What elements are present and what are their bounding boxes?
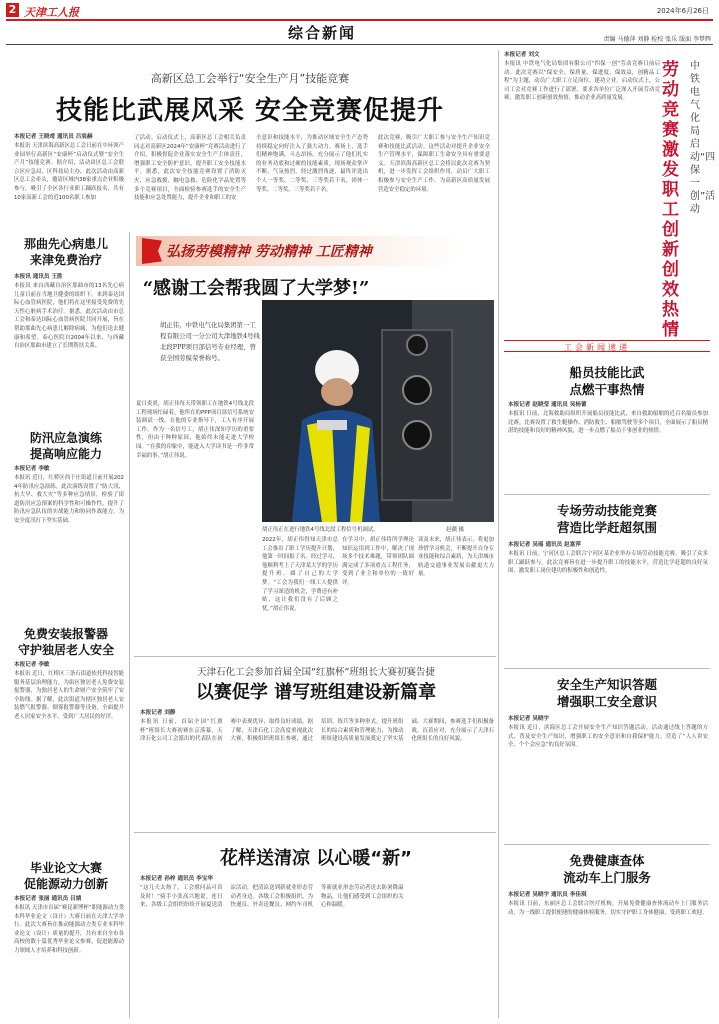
divider-lower <box>134 832 496 833</box>
left-a2-headline: 防汛应急演练 提高响应能力 <box>29 431 102 461</box>
staff-line: 责编 马德萍 刘静 检校 张乐 版面 李梦辉 <box>603 36 711 43</box>
left-a2-text: 本报讯 近日，红桥区西于庄街道日前开展2024年防汛应急演练。此次演练设置了“防大汛、抗大旱、救大灾”等多种应急情景，检验了街道防汛应急预案的科学性和可操作性，提升了防汛应急队伍的实战能力和协同作战能力，为安全度汛打下坚实基础。 <box>14 475 124 524</box>
railway-byline: 本报记者 刘文 <box>504 52 540 58</box>
right-r3-headline: 安全生产知识答题 增强职工安全意识 <box>556 677 657 709</box>
photo-illustration <box>262 300 494 522</box>
feature-column-2: 2022年，胡正伟得知天津市总工会推出了职工学历提升计划，他第一时间报了名。经过学习，他顺利考上了天津某大学的学历提升班，圆了自己的大学梦。“工会为我们一线工人提供了学习深造的机会，学费还有补贴，这让我们没有了后顾之忧。”胡正伟说。 <box>262 537 338 612</box>
left-a3-headline: 免费安装报警器 守护独居老人安全 <box>17 627 114 657</box>
right-r1-headline: 船员技能比武 点燃干事热情 <box>569 365 645 397</box>
lead-column-2: 了活动。启动仪式上，高新区总工会相关负责同志对高新区2024年“安康杯”竞赛活动进行了介绍，积极督促企业落实安全生产主体责任，增强职工安全防护意识，提升职工安全技能水平。据悉，此次安全技能竞赛设置了消防灭火、应急救援、触电急救、危险化学品处置等多个竞赛项目，全面检验参赛选手的安全生产技能和应急处置能力，提升企业和职工的安 <box>134 135 246 202</box>
lead-column-3: 全意识和技能水平，为推动区域安全生产态势持续稳定向好注入了强大动力。赛场上，选手们精神饱满、斗志昂扬，充分展示了他们扎实的业务功底和过硬的技能素质。现场观众掌声不断，气氛热烈。经过激烈角逐，最终评选出个人一等奖、二等奖、三等奖若干名，团体一等奖、二等奖、三等奖若干名。 <box>256 135 368 193</box>
header-underline <box>6 44 713 45</box>
left-a1-headline: 那曲先心病患儿 来津免费治疗 <box>23 237 108 267</box>
feature-photo-caption <box>262 525 494 533</box>
left-a1-text: 本报讯 来自西藏自治区那曲市的13名先心病儿童日前在当地卫健委的组织下，来到泰达国际心血管病医院，他们将在这里接受免费的先天性心脏病手术治疗。据悉，此次活动由市总工会和泰达国际心血管病医院共同开展，旨在帮助那曲先心病患儿解除病痛，为他们送去健康和希望。泰心医院自2004年以来，与西藏自治区那曲市建立了长期帮扶关系。 <box>14 283 124 350</box>
feature-column-1: 夏日炎炎，胡正伟每天带领职工在地铁4号线北段工程现场忙碌着。他所在的PPP项目部信号系统安装调试一线，在他的专业指导下，工人有序开展工作。作为一名信号工，胡正伟深知学历的重要性，但由于种种原因，他始终未能走进大学校园。“在我的印象中，能进入大学读书是一件非常幸福的事。”胡正伟说。 <box>136 401 254 459</box>
heat-byline: 本报记者 孙梓 通讯员 李宝华 <box>140 876 213 882</box>
left-a4-headline: 毕业论文大赛 促能源动力创新 <box>23 861 108 891</box>
lead-kicker: 高新区总工会举行“安全生产月”技能竞赛 <box>150 72 350 85</box>
right-r2-byline: 本报记者 吴瑶 通讯员 赵富萍 <box>508 542 581 548</box>
right-r2-text: 本报讯 日前，宁河区总工会联合宁河区某企业举办专场劳动技能竞赛，吸引了众多职工踊跃参与。此次竞赛旨在进一步提升职工的技能水平，营造比学赶超的良好氛围，激发职工岗位建功的积极性和创造性。 <box>508 551 708 575</box>
right-r3-byline: 本报记者 吴晓宇 <box>508 716 550 722</box>
lead-column-4: 此次竞赛，吸引广大职工参与安全生产知识竞赛和技能比武活动。这些活动对提升企业安全生产管理水平，保障职工生命安全具有重要意义。天津滨海高新区总工会将以此次竞赛为契机，进一步发挥工会组织作用，动员广大职工积极参与安全生产工作，为高新区高质量发展营造安全稳定的环境。 <box>378 135 490 193</box>
lead-column-1: 本报讯 天津滨海高新区总工会日前在中环领产业园举行高新区“安康杯”启动仪式暨“安全生产月”技能竞赛。据介绍，活动由区总工会联合区应急局、区科技局主办，此次活动由高新区总工会牵头，邀请区域内38家重点企业积极参与，吸引了全区各行业职工踊跃报名，共有10家高新工会的近100名职工参加 <box>14 143 124 201</box>
divider-r2 <box>504 668 710 669</box>
divider-mid <box>134 656 496 657</box>
left-a4-byline: 本报记者 张丽 通讯员 吕婧 <box>14 896 82 902</box>
column-label: 工会新闻速递 <box>564 343 630 352</box>
feature-headline: “感谢工会帮我圆了大学梦!” <box>142 278 370 299</box>
left-a1-byline: 本报讯 通讯员 王胜 <box>14 274 63 280</box>
heat-text: “这几天太热了，工会慰问品可真及时！”骑手小张高兴地说。连日来，各级工会组织纷纷开展夏送清凉活动，把清凉送到新就业形态劳动者身边。各级工会积极组织，为快递员、外卖送餐员、网约车司机等新就业形态劳动者送去防暑降温物品，让他们感受到工会组织的关心和温暖。 <box>140 885 404 909</box>
feature-column-3: 在学习中，胡正伟将所学理论知识运用到工作中，解决了现场多个技术难题，带领团队圆满完成了多项重点工程任务，受到了业主和单位的一致好评。 <box>342 537 414 586</box>
flag-icon <box>142 238 162 264</box>
feature-banner-text: 弘扬劳模精神 劳动精神 工匠精神 <box>166 244 372 260</box>
tianjin-kicker: 天津石化工会参加首届全国“红旗杯”班组长大赛初赛告捷 <box>197 667 435 678</box>
tianjin-byline: 本报记者 刘静 <box>140 710 176 716</box>
feature-intro: 胡正伟，中铁电气化局集团第一工程有限公司一分公司大津地铁4号线北段PPP项目部信号专业经理，曾获全国劳模荣誉称号。 <box>160 321 260 362</box>
header-rule <box>6 19 713 21</box>
right-r4-byline: 本报记者 吴晓宇 通讯员 李佳琪 <box>508 892 587 898</box>
lead-headline: 技能比武展风采 安全竞赛促提升 <box>55 96 445 126</box>
heat-headline: 花样送清凉 以心暖“新” <box>220 848 412 869</box>
right-r3-text: 本报讯 近日，滨海区总工会开展安全生产知识答题活动。活动通过线上答题的方式，普及安全生产知识，增强职工的安全意识和自我保护能力，营造了“人人讲安全、个个会应急”的良好氛围。 <box>508 725 708 749</box>
divider-r3 <box>504 844 710 845</box>
right-r4-headline: 免费健康查体 流动车上门服务 <box>563 853 651 885</box>
divider-left <box>129 232 130 1018</box>
tianjin-text: 本报讯 日前，首届全国“红旗杯”班组长大赛初赛在京落幕。天津石化公司工会派出的代表队在初赛中表现优异，取得良好成绩。据了解，天津石化工会高度重视此次大赛，积极组织班组长参赛，通过培训、练兵等多种形式，提升班组长的综合素质和管理能力，为推动班组建设高质量发展奠定了坚实基础。大赛期间，参赛选手们积极备战、沉着应对，充分展示了天津石化班组长的良好风貌。 <box>140 719 494 743</box>
column-label-bar <box>504 340 710 352</box>
feature-photo <box>262 300 494 522</box>
left-a3-byline: 本报记者 李敏 <box>14 662 50 668</box>
feature-column-4: 谈及未来，胡正伟表示，将更加珍惜学习机会，不断提升自身专业技能和综合素质，为天津城市轨道交通事业发展贡献更大力量。 <box>418 537 494 578</box>
caption-text: 胡正伟正在进行地铁4号线北段工程信号机调试。 <box>262 527 379 533</box>
right-r1-text: 本报讯 日前，北海救助局组织开展船员技能比武，来自救助船舶的近百名船员参加比赛。比赛设置了救生艇操作、消防救生、船舶驾驶等多个项目，全面展示了船员精湛的技能和良好的精神风貌，进一步点燃了船员干事创业的热情。 <box>508 411 708 435</box>
feature-banner <box>136 236 476 266</box>
right-r2-headline: 专场劳动技能竞赛 营造比学赶超氛围 <box>556 503 657 535</box>
right-r4-text: 本报讯 日前，东丽区总工会联合医疗机构，开展免费健康查体流动车上门服务活动，为一线职工提供便捷的健康体检服务，切实守护职工身体健康，受到职工欢迎。 <box>508 901 708 916</box>
left-a2-byline: 本报记者 李敏 <box>14 466 50 472</box>
tianjin-headline: 以赛促学 谱写班组建设新篇章 <box>195 682 437 703</box>
masthead: 天津工人报 <box>24 6 79 19</box>
divider-right <box>498 50 499 1018</box>
lead-byline: 本报记者 王晓鸢 通讯员 吕宸赫 <box>14 134 93 140</box>
section-title: 综合新闻 <box>288 24 357 42</box>
left-a3-text: 本报讯 近日，红桥区三条石街道依托科技智能服务基层治理能力，为街区独居老人免费安装报警器，为独居老人的生命财产安全筑牢了安全防线。据了解，此次街道为辖区独居老人安装燃气报警器、烟雾报警器等设备，全面提升老人居家安全水平，受到广大居民的好评。 <box>14 671 124 720</box>
issue-date: 2024年6月26日 <box>656 7 709 15</box>
railway-text: 本报讯 中铁电气化局集团有限公司“四保一创”劳动竞赛日前启动。此次竞赛以“保安全、保质量、保进度、保效益，创精品工程”为主题，动员广大职工立足岗位、建功立业。启动仪式上，公司工会对竞赛工作进行了部署，要求各单位广泛深入开展劳动竞赛，激发职工创新创效热情，推动企业高质量发展。 <box>504 61 660 102</box>
divider-r1 <box>504 494 710 495</box>
left-a4-text: 本报讯 天津市首届“赛昆新博杯”职能源动力类本科毕业论文（设计）大赛日前在天津大学举行。此次大赛旨在推动能源动力类专业本科毕业论文（设计）质量的提升，共有来自全市各高校的数十篇优秀毕业论文参赛，促进能源动力领域人才培养和科技创新。 <box>14 905 124 954</box>
right-r1-byline: 本报记者 赵晓莹 通讯员 吴杨蕾 <box>508 402 587 408</box>
page-number-badge <box>6 3 19 17</box>
railway-headline: 劳动竞赛激发职工创新创效热情 <box>662 60 679 340</box>
page-number: 2 <box>8 3 17 16</box>
railway-kicker: 中铁电气化局启动“四保一创”活动 <box>690 61 716 215</box>
photo-credit: 赵疆 摄 <box>446 527 464 533</box>
